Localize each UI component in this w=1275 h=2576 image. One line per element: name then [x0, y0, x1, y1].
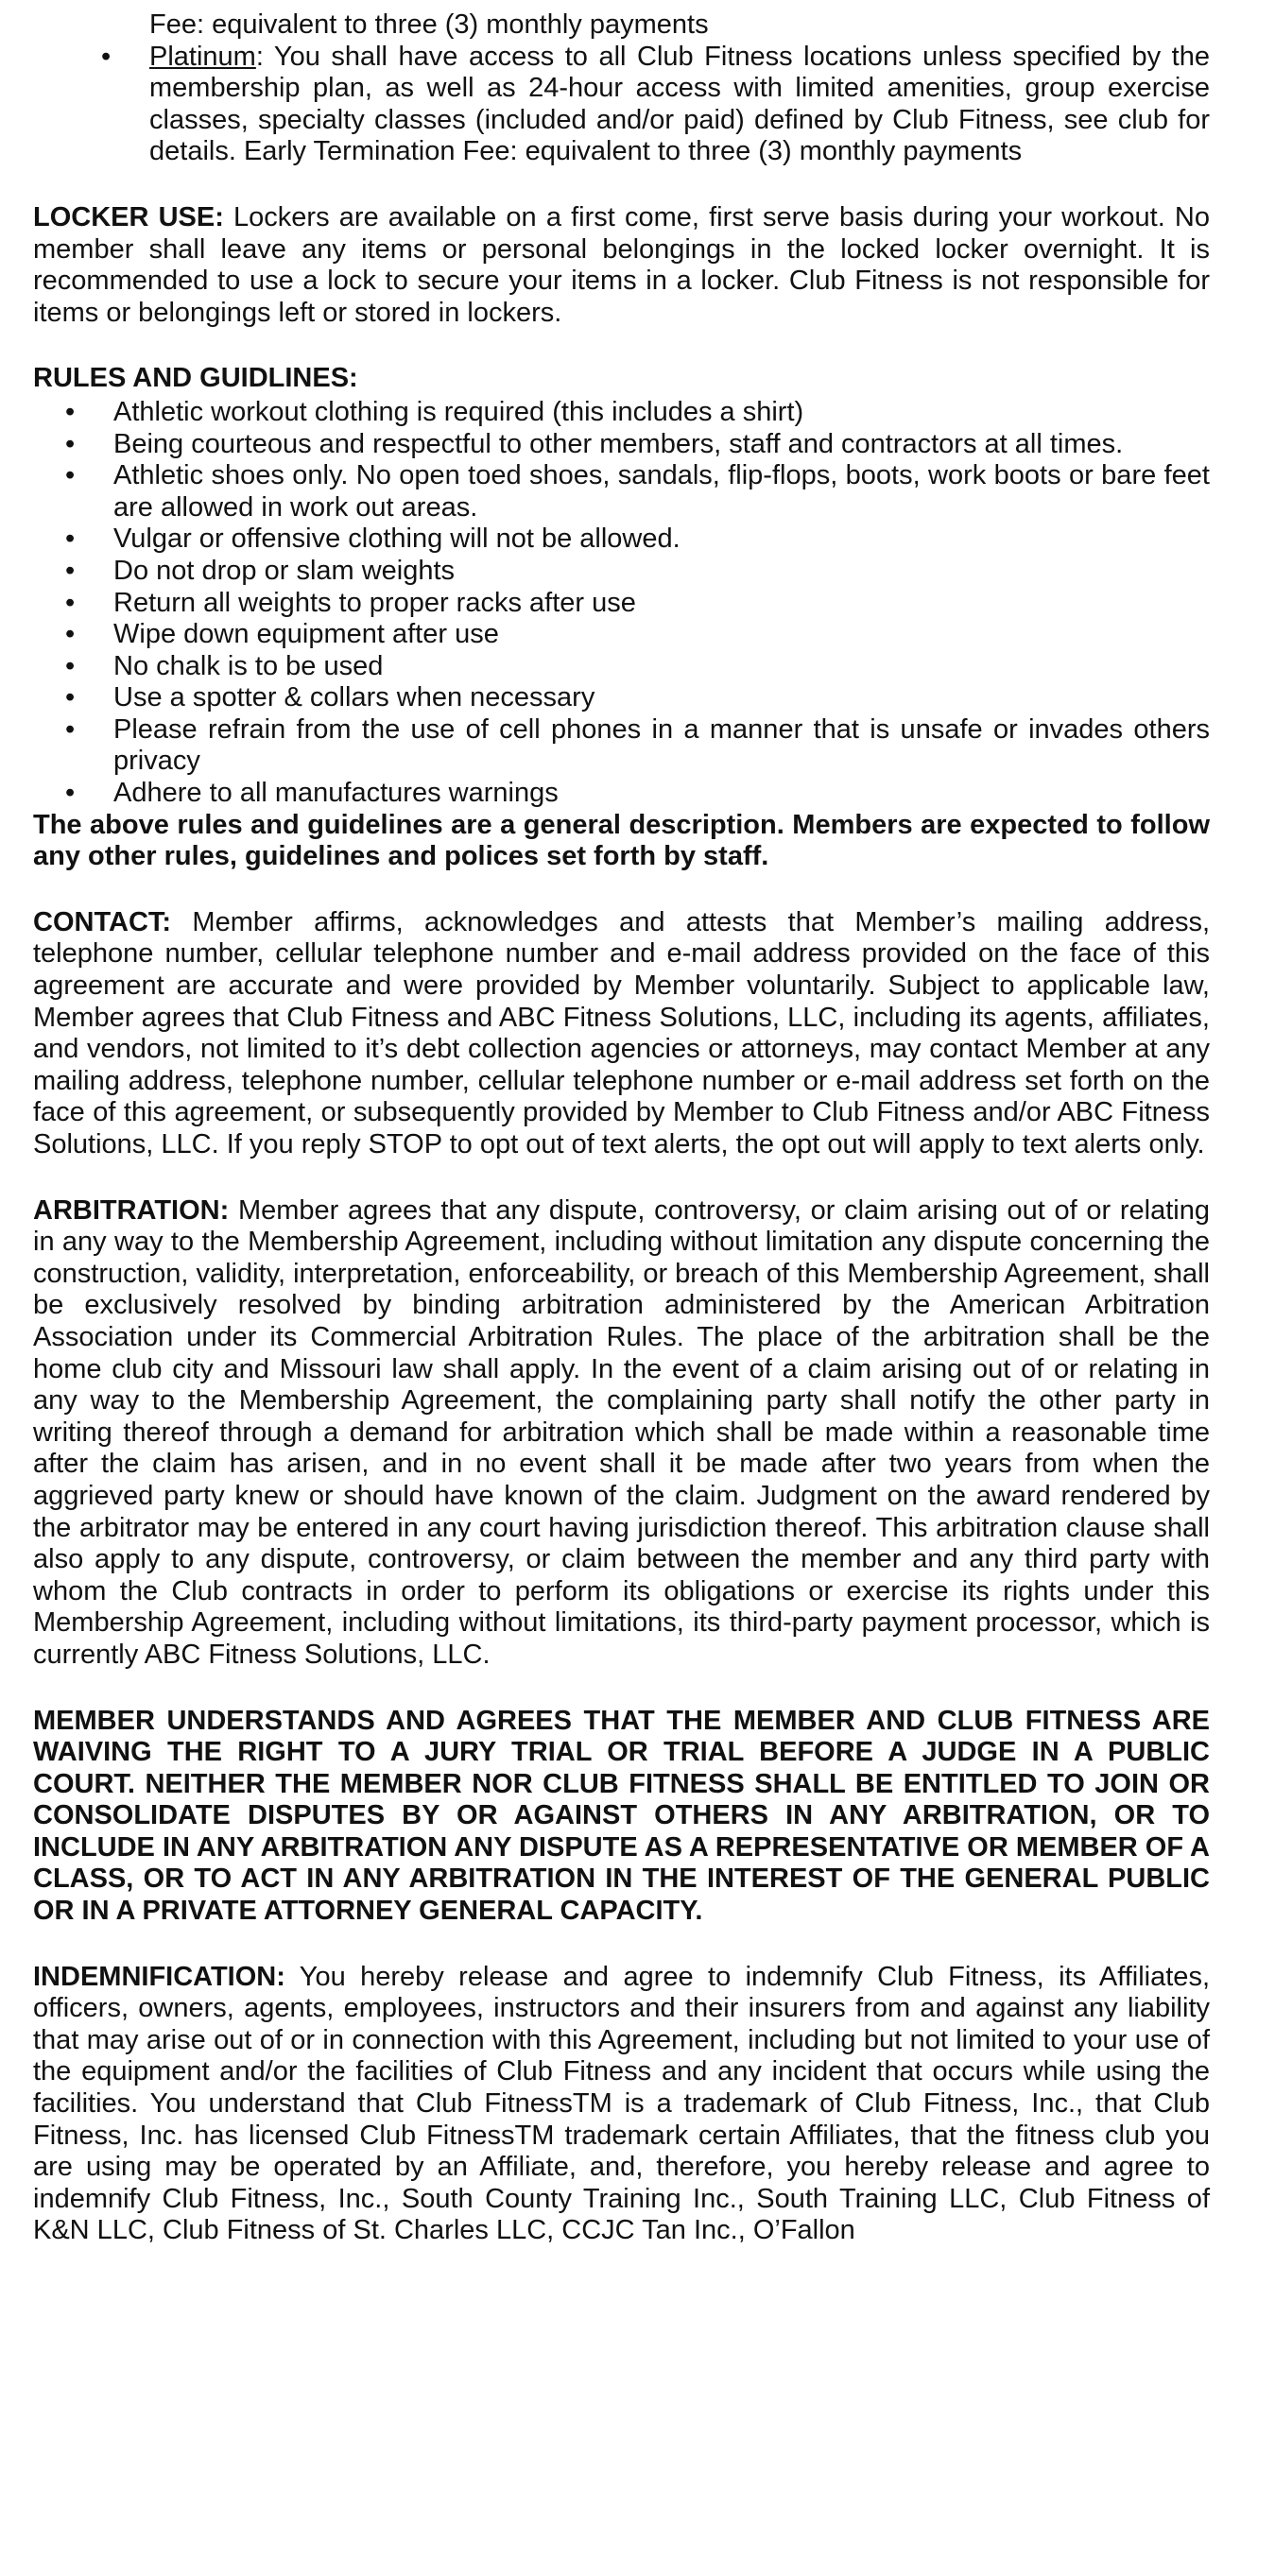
rule-item — [33, 397, 1210, 429]
rule-item — [33, 682, 1210, 714]
indemnification-title: INDEMNIFICATION: — [33, 1961, 285, 1992]
rule-item — [33, 778, 1210, 810]
bullet: • — [65, 555, 76, 586]
locker-section — [33, 202, 1210, 329]
bullet: • — [65, 428, 76, 459]
platinum-label: Platinum — [149, 41, 256, 72]
bullet: • — [65, 650, 76, 681]
rules-title: RULES AND GUIDLINES: — [33, 363, 358, 394]
list-item-continuation — [33, 9, 1210, 42]
membership-levels-list — [33, 9, 1210, 168]
bullet: • — [65, 713, 76, 745]
bullet: • — [65, 778, 76, 809]
rule-text: Being courteous and respectful to other members, staff and contractors at all times. — [113, 428, 1124, 459]
indemnification-text: You hereby release and agree to indemnify Club Fitness, its Affiliates, officers, owners, agents, employees, instructors and their insurers from and against any liability that may arise out of or in connection with this Agreement, including but not limited to your use of the equipment and/or the facilities of Club Fitness and any incident that occurs while using the facilities. You understand that Club FitnessTM is a trademark of Club Fitness, Inc., that Club Fitness, Inc. has licensed Club FitnessTM trademark certain Affiliates, that the fitness club you are using may be operated by an Affiliate, and, therefore, you hereby release and agree to indemnify Club Fitness, Inc., South County Training Inc., South Training LLC, Club Fitness of K&N LLC, Club Fitness of St. Charles LLC, CCJC Tan Inc., O’Fallon — [33, 1961, 1210, 2246]
rule-text: Adhere to all manufactures warnings — [113, 778, 559, 809]
contact-title: CONTACT: — [33, 906, 172, 937]
contact-section — [33, 907, 1210, 1161]
locker-title: LOCKER USE: — [33, 201, 224, 232]
rule-item — [33, 651, 1210, 683]
locker-text: Lockers are available on a first come, first serve basis during your workout. No member shall leave any items or personal belongings in the locked locker overnight. It is recommended to use a lock to secure your items in a locker. Club Fitness is not responsible for items or belongings left or stored in lockers. — [33, 201, 1210, 328]
continuation-text: Fee: equivalent to three (3) monthly payments — [149, 9, 709, 40]
bullet: • — [101, 41, 112, 72]
contact-text: Member affirms, acknowledges and attests that Member’s mailing address, telephone number, cellular telephone number and e-mail address provided on the face of this agreement are accurate and were provided by Member voluntarily. Subject to applicable law, Member agrees that Club Fitness and ABC Fitness Solutions, LLC, including its agents, affiliates, and vendors, not limited to it’s debt collection agencies or attorneys, may contact Member at any mailing address, telephone number, cellular telephone number or e-mail address set forth on the face of this agreement, or subsequently provided by Member to Club Fitness and/or ABC Fitness Solutions, LLC. If you reply STOP to opt out of text alerts, the opt out will apply to text alerts only. — [33, 906, 1210, 1159]
jury-waiver-notice: MEMBER UNDERSTANDS AND AGREES THAT THE MEMBER AND CLUB FITNESS ARE WAIVING THE RIGHT TO A JURY TRIAL OR TRIAL BEFORE A JUDGE IN A PUBLIC COURT. NEITHER THE MEMBER NOR CLUB FITNESS SHALL BE ENTITLED TO JOIN OR CONSOLIDATE DISPUTES BY OR AGAINST OTHERS IN ANY ARBITRATION, OR TO INCLUDE IN ANY ARBITRATION ANY DISPUTE AS A REPRESENTATIVE OR MEMBER OF A CLASS, OR TO ACT IN ANY ARBITRATION IN THE INTEREST OF THE GENERAL PUBLIC OR IN A PRIVATE ATTORNEY GENERAL CAPACITY. — [33, 1705, 1210, 1927]
agreement-page — [33, 9, 1210, 2247]
bullet: • — [65, 682, 76, 713]
bullet: • — [65, 396, 76, 427]
bullet: • — [65, 587, 76, 618]
arbitration-title: ARBITRATION: — [33, 1194, 230, 1226]
rule-item — [33, 619, 1210, 651]
rule-text: Athletic shoes only. No open toed shoes, sandals, flip-flops, boots, work boots or bare feet are allowed in work out areas. — [113, 460, 1210, 523]
rule-text: No chalk is to be used — [113, 650, 384, 681]
platinum-text: : You shall have access to all Club Fitness locations unless specified by the membership plan, as well as 24-hour access with limited amenities, group exercise classes, specialty classes (included and/or paid) defined by Club Fitness, see club for details. Early Termination Fee: equivalent to three (3) monthly payments — [149, 41, 1210, 167]
rule-item — [33, 714, 1210, 778]
rule-item — [33, 556, 1210, 588]
bullet: • — [65, 619, 76, 650]
rule-text: Use a spotter & collars when necessary — [113, 682, 595, 713]
bullet: • — [65, 460, 76, 491]
arbitration-section — [33, 1195, 1210, 1672]
rules-section — [33, 363, 1210, 873]
rule-item — [33, 460, 1210, 524]
rule-item — [33, 588, 1210, 620]
list-item-platinum — [33, 42, 1210, 168]
rule-text: Return all weights to proper racks after use — [113, 587, 636, 618]
rules-list — [33, 397, 1210, 810]
arbitration-text: Member agrees that any dispute, controversy, or claim arising out of or relating in any way to the Membership Agreement, including without limitation any dispute concerning the construction, validity, interpretation, enforceability, or breach of this Membership Agreement, shall be exclusively resolved by binding arbitration administered by the American Arbitration Association under its Commercial Arbitration Rules. The place of the arbitration shall be the home club city and Missouri law shall apply. In the event of a claim arising out of or relating in any way to the Membership Agreement, the complaining party shall notify the other party in writing thereof through a demand for arbitration which shall be made within a reasonable time after the claim has arisen, and in no event shall it be made after two years from when the aggrieved party knew or should have known of the claim. Judgment on the award rendered by the arbitrator may be entered in any court having jurisdiction thereof. This arbitration clause shall also apply to any dispute, controversy, or claim between the member and any third party with whom the Club contracts in order to perform its obligations or exercise its rights under this Membership Agreement, including without limitations, its third-party payment processor, which is currently ABC Fitness Solutions, LLC. — [33, 1194, 1210, 1670]
rule-text: Wipe down equipment after use — [113, 619, 499, 650]
rule-item — [33, 524, 1210, 556]
rule-text: Vulgar or offensive clothing will not be allowed. — [113, 524, 681, 555]
rule-text: Do not drop or slam weights — [113, 555, 456, 586]
rule-item — [33, 429, 1210, 461]
rule-text: Athletic workout clothing is required (this includes a shirt) — [113, 396, 804, 427]
indemnification-section — [33, 1962, 1210, 2247]
bullet: • — [65, 524, 76, 555]
rules-summary: The above rules and guidelines are a general description. Members are expected to follow any other rules, guidelines and polices set forth by staff. — [33, 809, 1210, 872]
rule-text: Please refrain from the use of cell phones in a manner that is unsafe or invades others privacy — [113, 713, 1210, 777]
